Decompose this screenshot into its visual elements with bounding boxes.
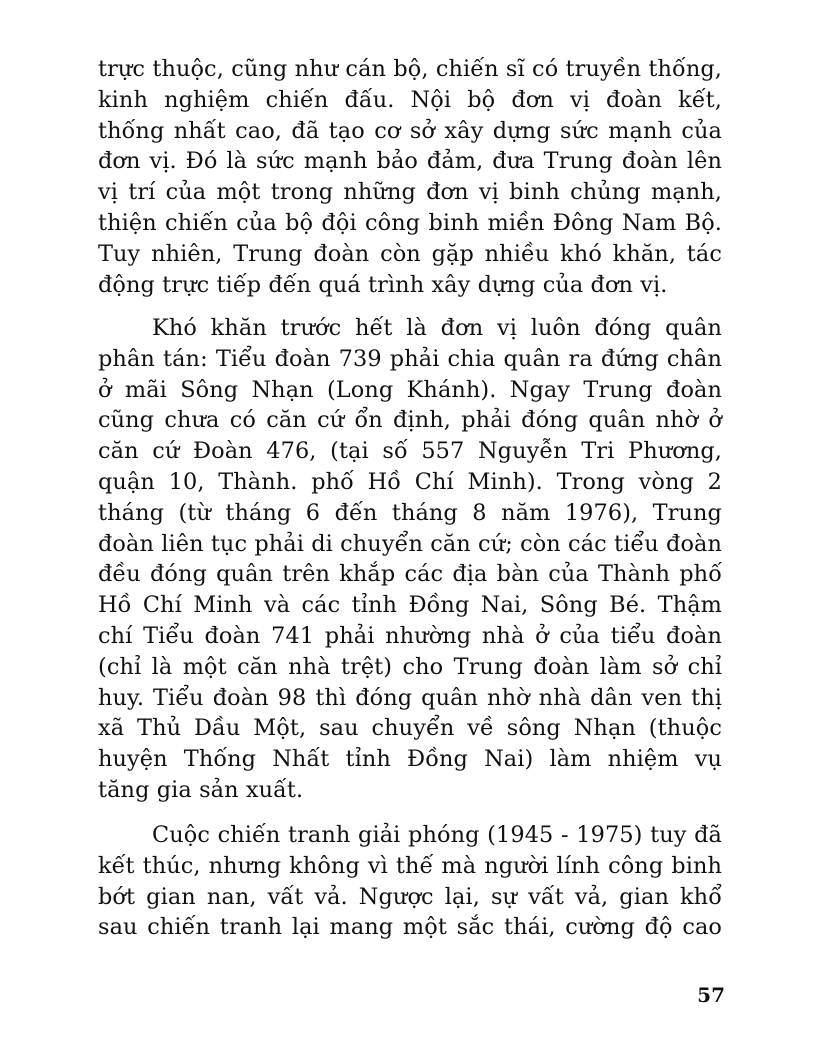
text-line: kinh nghiệm chiến đấu. Nội bộ đơn vị đoàn kết, [98, 86, 722, 113]
text-line: căn cứ Đoàn 476, (tại số 557 Nguyễn Tri Phương, [98, 438, 722, 465]
text-line: huyện Thống Nhất tỉnh Đồng Nai) làm nhiệm vụ [98, 746, 722, 773]
text-line: vị trí của một trong những đơn vị binh chủng mạnh, [98, 179, 722, 206]
paragraph-2 [98, 313, 722, 806]
text-line: quận 10, Thành. phố Hồ Chí Minh). Trong vòng 2 [98, 468, 722, 495]
text-line: tháng (từ tháng 6 đến tháng 8 năm 1976), Trung [98, 499, 722, 526]
text-line: phân tán: Tiểu đoàn 739 phải chia quân ra đứng chân [98, 345, 722, 372]
text-line: tăng gia sản xuất. [98, 776, 304, 803]
text-line: chí Tiểu đoàn 741 phải nhường nhà ở của tiểu đoàn [98, 622, 722, 649]
text-line: đoàn liên tục phải di chuyển căn cứ; còn các tiểu đoàn [98, 530, 722, 557]
text-line: đơn vị. Đó là sức mạnh bảo đảm, đưa Trung đoàn lên [98, 148, 722, 175]
text-line: xã Thủ Dầu Một, sau chuyển về sông Nhạn (thuộc [98, 715, 722, 742]
text-line: kết thúc, nhưng không vì thế mà người lính công binh [98, 852, 722, 879]
text-line: đều đóng quân trên khắp các địa bàn của Thành phố [98, 561, 722, 588]
text-line: sau chiến tranh lại mang một sắc thái, cường độ cao [98, 914, 722, 941]
text-line: cũng chưa có căn cứ ổn định, phải đóng quân nhờ ở [98, 407, 722, 434]
text-line: ở mãi Sông Nhạn (Long Khánh). Ngay Trung đoàn [98, 376, 722, 403]
text-line: Cuộc chiến tranh giải phóng (1945 - 1975) tuy đã [152, 822, 722, 848]
text-line: huy. Tiểu đoàn 98 thì đóng quân nhờ nhà dân ven thị [98, 684, 722, 711]
text-line: (chỉ là một căn nhà trệt) cho Trung đoàn làm sở chỉ [98, 653, 722, 680]
text-line: Khó khăn trước hết là đơn vị luôn đóng quân [152, 315, 722, 341]
text-line: Hồ Chí Minh và các tỉnh Đồng Nai, Sông Bé. Thậm [98, 592, 722, 619]
page-number: 57 [697, 983, 725, 1007]
text-line: bớt gian nan, vất vả. Ngược lại, sự vất vả, gian khổ [98, 883, 722, 910]
text-line: thống nhất cao, đã tạo cơ sở xây dựng sức mạnh của [98, 117, 722, 144]
paragraph-1 [98, 54, 722, 300]
text-line: trực thuộc, cũng như cán bộ, chiến sĩ có truyền thống, [98, 56, 722, 82]
text-line: Tuy nhiên, Trung đoàn còn gặp nhiều khó khăn, tác [98, 240, 722, 267]
paragraph-3 [98, 820, 722, 943]
text-line: động trực tiếp đến quá trình xây dựng của đơn vị. [98, 271, 668, 298]
text-line: thiện chiến của bộ đội công binh miền Đông Nam Bộ. [98, 209, 722, 236]
